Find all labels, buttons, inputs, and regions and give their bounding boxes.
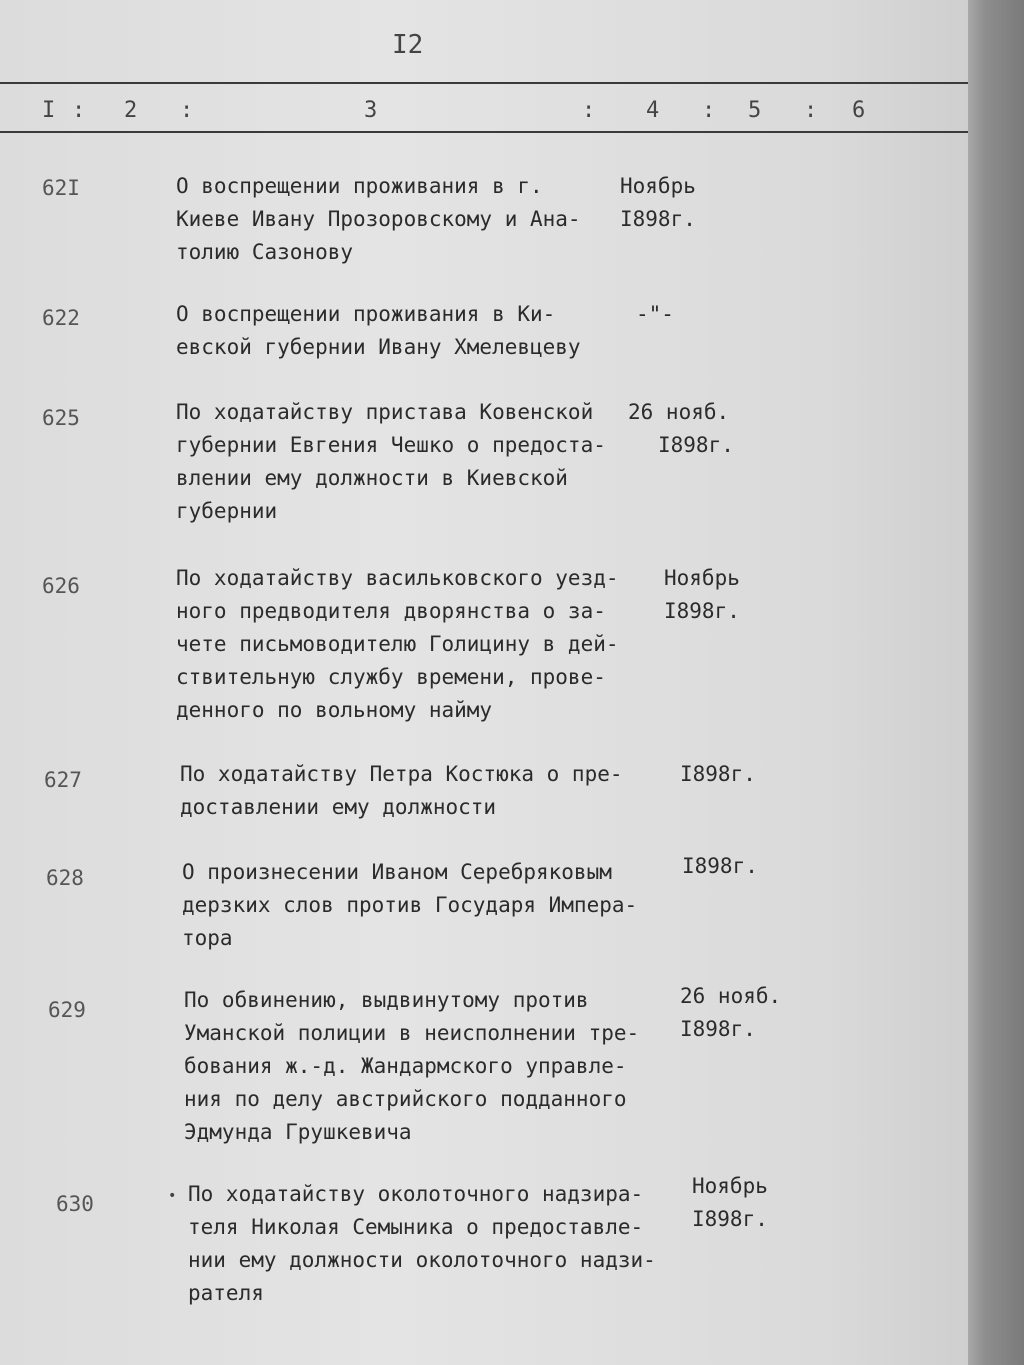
column-separator: : — [72, 98, 86, 123]
entry-description: По ходатайству пристава Ковенской губернии Евгения Чешко о предоста- влении ему должности в Киевской губернии — [176, 400, 606, 523]
entry-number: 627 — [44, 768, 82, 792]
entry-description: По ходатайству околоточного надзира- теля Николая Семыника о предоставле- нии ему должности околоточного надзи- рателя — [188, 1182, 656, 1305]
header-rule-top — [0, 82, 968, 84]
entry-number: 622 — [42, 306, 80, 330]
entry-date: 26 нояб. I898г. — [628, 400, 734, 457]
entry-number: 628 — [46, 866, 84, 890]
entry-date: Ноябрь I898г. — [692, 1174, 768, 1231]
entry-description: О произнесении Иваном Серебряковым дерзких слов против Государя Импера- тора — [182, 860, 638, 950]
column-header-3: 3 — [364, 98, 378, 123]
entry-date: 26 нояб. I898г. — [680, 984, 782, 1041]
entry-date: Ноябрь I898г. — [620, 174, 696, 231]
entry-date: I898г. — [682, 854, 758, 878]
column-header-5: 5 — [748, 98, 762, 123]
column-separator: : — [702, 98, 716, 123]
column-separator: : — [180, 98, 194, 123]
entry-description: О воспрещении проживания в Ки- евской губернии Ивану Хмелевцеву — [176, 302, 581, 359]
entry-description: По ходатайству васильковского уезд- ного предводителя дворянства о за- чете письмоводителю Голицину в дей- ствительную службу времени, прове- денного по вольному найму — [176, 566, 619, 722]
column-header-4: 4 — [646, 98, 660, 123]
entry-date: -"- — [636, 302, 674, 326]
column-separator: : — [804, 98, 818, 123]
entry-number: 625 — [42, 406, 80, 430]
entry-number: 62I — [42, 176, 80, 200]
page-edge-shadow — [968, 0, 1024, 1365]
ink-dot: • — [168, 1188, 177, 1204]
entry-number: 629 — [48, 998, 86, 1022]
entry-description: О воспрещении проживания в г. Киеве Ивану Прозоровскому и Ана- толию Сазонову — [176, 174, 581, 264]
page-number: I2 — [392, 30, 424, 60]
entry-number: 630 — [56, 1192, 94, 1216]
column-header-1: I — [42, 98, 56, 123]
entry-description: По ходатайству Петра Костюка о пре- доставлении ему должности — [180, 762, 623, 819]
header-rule-bottom — [0, 131, 968, 133]
entry-description: По обвинению, выдвинутому против Уманской полиции в неисполнении тре- бования ж.-д. Жандармского управле- ния по делу австрийского подданного Эдмунда Грушкевича — [184, 988, 640, 1144]
entry-date: Ноябрь I898г. — [664, 566, 740, 623]
entry-date: I898г. — [680, 762, 756, 786]
column-header-2: 2 — [124, 98, 138, 123]
column-separator: : — [582, 98, 596, 123]
column-header-6: 6 — [852, 98, 866, 123]
entry-number: 626 — [42, 574, 80, 598]
